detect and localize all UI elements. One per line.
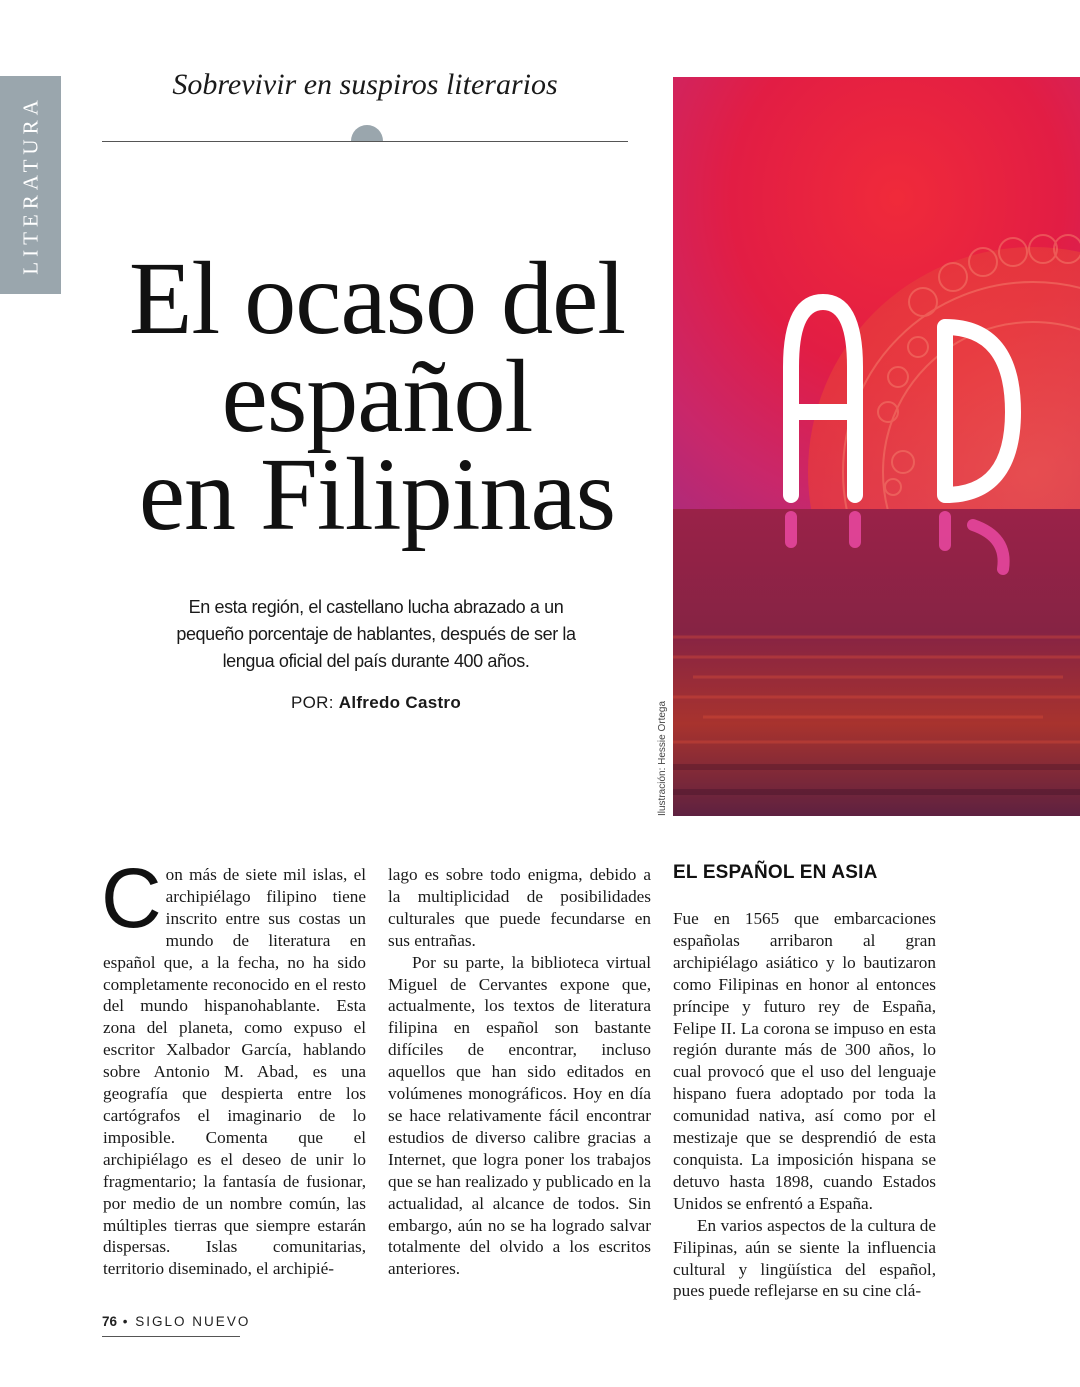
section-heading: EL ESPAÑOL EN ASIA	[673, 862, 878, 883]
byline	[160, 693, 592, 713]
rule-ornament	[351, 125, 383, 141]
illustration-credit: Ilustración: Hessie Ortega	[657, 700, 668, 816]
headline	[102, 241, 652, 552]
article-column-1	[101, 851, 366, 1280]
article-paragraph: Fue en 1565 que embarcaciones españolas arribaron al gran archipiélago asiático y lo bautizaron como Filipinas en honor al entonces príncipe y futuro rey de España, Felipe II. La corona se impuso en esta región durante más de 300 años, lo cual provocó que el uso del lenguaje hispano fuera adoptado por toda la comunidad nativa, así como por el mestizaje que se desprendió de esta conquista. La imposición hispana se detuvo hasta 1898, cuando Estados Unidos se enfrentó a España.	[673, 909, 936, 1213]
drop-cap: C	[101, 851, 162, 945]
page-number: 76	[102, 1314, 118, 1329]
paragraph-text: on más de siete mil islas, el archipiélago filipino tiene inscrito entre sus costas un mundo de literatura en español que, a la fecha, no ha sido completamente reconocido en el resto del mundo hispanohablante. Esta zona del planeta, como expuso el escritor Xalbador García, hablando sobre Antonio M. Abad, es una geografía que despierta entre los cartógrafos el imaginario de lo imposible. Comenta que el archipiélago es el deseo de unir lo fragmentario; la fantasía de fusionar, por medio de un nombre común, las múltiples tierras que siempre estarán dispersas. Islas comunitarias, territorio diseminado, el archipié-	[103, 865, 366, 1279]
publication-name: SIGLO NUEVO	[135, 1314, 251, 1329]
illustration	[673, 77, 1080, 816]
section-tab	[0, 76, 61, 294]
folio-rule	[102, 1336, 240, 1337]
article-paragraph: Por su parte, la biblioteca virtual Miguel de Cervantes expone que, actualmente, los textos de literatura filipina en español son bastante difíciles de encontrar, incluso aquellos que han sido editados en volúmenes monográficos. Hoy en día se hace relativamente fácil encontrar estudios de diverso calibre gracias a Internet, que logra poner los trabajos que se han realizado y publicado en la actualidad, al alcance de todos. Sin embargo, aún no se ha logrado salvar totalmente del olvido a los escritos anteriores.	[388, 952, 651, 1279]
dek: En esta región, el castellano lucha abrazado a un pequeño porcentaje de hablantes, después de ser la lengua oficial del país durante 400 años.	[176, 597, 576, 671]
headline-line-2: español	[221, 339, 533, 454]
section-tab-label: LITERATURA	[18, 95, 42, 275]
kicker-rule	[102, 141, 628, 142]
article-paragraph: lago es sobre todo enigma, debido a la multiplicidad de posibilidades culturales que puede fecundarse en sus entrañas.	[388, 865, 651, 950]
folio-separator: •	[122, 1314, 130, 1329]
article-column-2	[388, 864, 651, 1280]
headline-line-1: El ocaso del	[128, 241, 626, 356]
byline-prefix: POR:	[290, 693, 334, 712]
illustration-artwork	[673, 77, 1080, 816]
article-paragraph: En varios aspectos de la cultura de Filipinas, aún se siente la influencia cultural y lingüística del español, pues puede reflejarse en su cine clá-	[673, 1215, 936, 1301]
article-paragraph	[101, 851, 366, 1280]
kicker: Sobrevivir en suspiros literarios	[172, 68, 558, 101]
headline-line-3: en Filipinas	[138, 437, 616, 552]
folio	[102, 1314, 250, 1329]
byline-author: Alfredo Castro	[338, 693, 462, 712]
article-column-3	[673, 908, 936, 1302]
